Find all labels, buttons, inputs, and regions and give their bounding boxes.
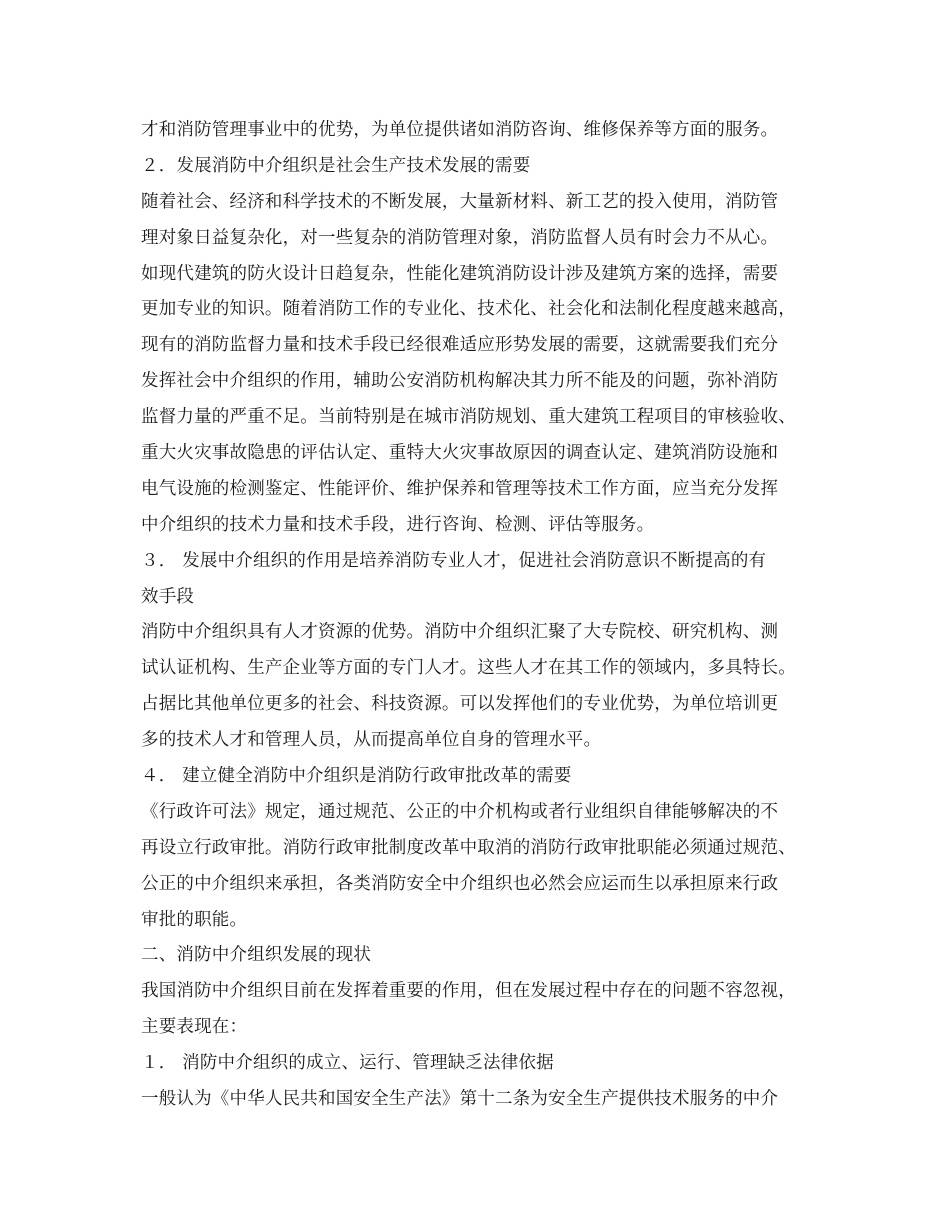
section-heading: ２．发展消防中介组织是社会生产技术发展的需要 (141, 155, 531, 176)
text-line: 现有的消防监督力量和技术手段已经很难适应形势发展的需要，这就需要我们充分 (141, 335, 779, 356)
text-line: 占据比其他单位更多的社会、科技资源。可以发挥他们的专业优势，为单位培训更 (141, 694, 779, 715)
text-line: 理对象日益复杂化，对一些复杂的消防管理对象，消防监督人员有时会力不从心。 (141, 227, 779, 248)
section-heading: 效手段 (141, 586, 195, 607)
text-line: 一般认为《中华人民共和国安全生产法》第十二条为安全生产提供技术服务的中介 (141, 1089, 779, 1110)
text-line: 随着社会、经济和科学技术的不断发展，大量新材料、新工艺的投入使用，消防管 (141, 191, 779, 212)
text-line: 多的技术人才和管理人员，从而提高单位自身的管理水平。 (141, 730, 602, 751)
text-line: 如现代建筑的防火设计日趋复杂，性能化建筑消防设计涉及建筑方案的选择，需要 (141, 263, 779, 284)
text-line: 我国消防中介组织目前在发挥着重要的作用，但在发展过程中存在的问题不容忽视， (141, 981, 796, 1002)
text-line: 监督力量的严重不足。当前特别是在城市消防规划、重大建筑工程项目的审核验收、 (141, 407, 796, 428)
text-line: 发挥社会中介组织的作用，辅助公安消防机构解决其力所不能及的问题，弥补消防 (141, 371, 779, 392)
text-line: 更加专业的知识。随着消防工作的专业化、技术化、社会化和法制化程度越来越高， (141, 299, 796, 320)
section-heading: ４． 建立健全消防中介组织是消防行政审批改革的需要 (141, 766, 572, 787)
text-line: 公正的中介组织来承担，各类消防安全中介组织也必然会应运而生以承担原来行政 (141, 873, 779, 894)
text-line: 再设立行政审批。消防行政审批制度改革中取消的消防行政审批职能必须通过规范、 (141, 837, 796, 858)
section-heading: １． 消防中介组织的成立、运行、管理缺乏法律依据 (141, 1053, 554, 1074)
text-line: 才和消防管理事业中的优势，为单位提供诸如消防咨询、维修保养等方面的服务。 (141, 120, 779, 140)
text-line: 电气设施的检测鉴定、性能评价、维护保养和管理等技术工作方面，应当充分发挥 (141, 478, 779, 499)
chapter-heading: 二、消防中介组织发展的现状 (141, 945, 372, 966)
text-line: 试认证机构、生产企业等方面的专门人才。这些人才在其工作的领域内，多具特长。 (141, 658, 796, 679)
text-line: 《行政许可法》规定，通过规范、公正的中介机构或者行业组织自律能够解决的不 (141, 801, 779, 822)
text-line: 审批的职能。 (141, 909, 248, 930)
text-line: 中介组织的技术力量和技术手段，进行咨询、检测、评估等服务。 (141, 514, 655, 535)
text-line: 主要表现在： (141, 1017, 248, 1038)
section-heading: ３． 发展中介组织的作用是培养消防专业人才，促进社会消防意识不断提高的有 (141, 550, 767, 571)
text-line: 重大火灾事故隐患的评估认定、重特大火灾事故原因的调查认定、建筑消防设施和 (141, 443, 779, 464)
text-line: 消防中介组织具有人才资源的优势。消防中介组织汇聚了大专院校、研究机构、测 (141, 622, 779, 643)
document-body (141, 113, 821, 1118)
